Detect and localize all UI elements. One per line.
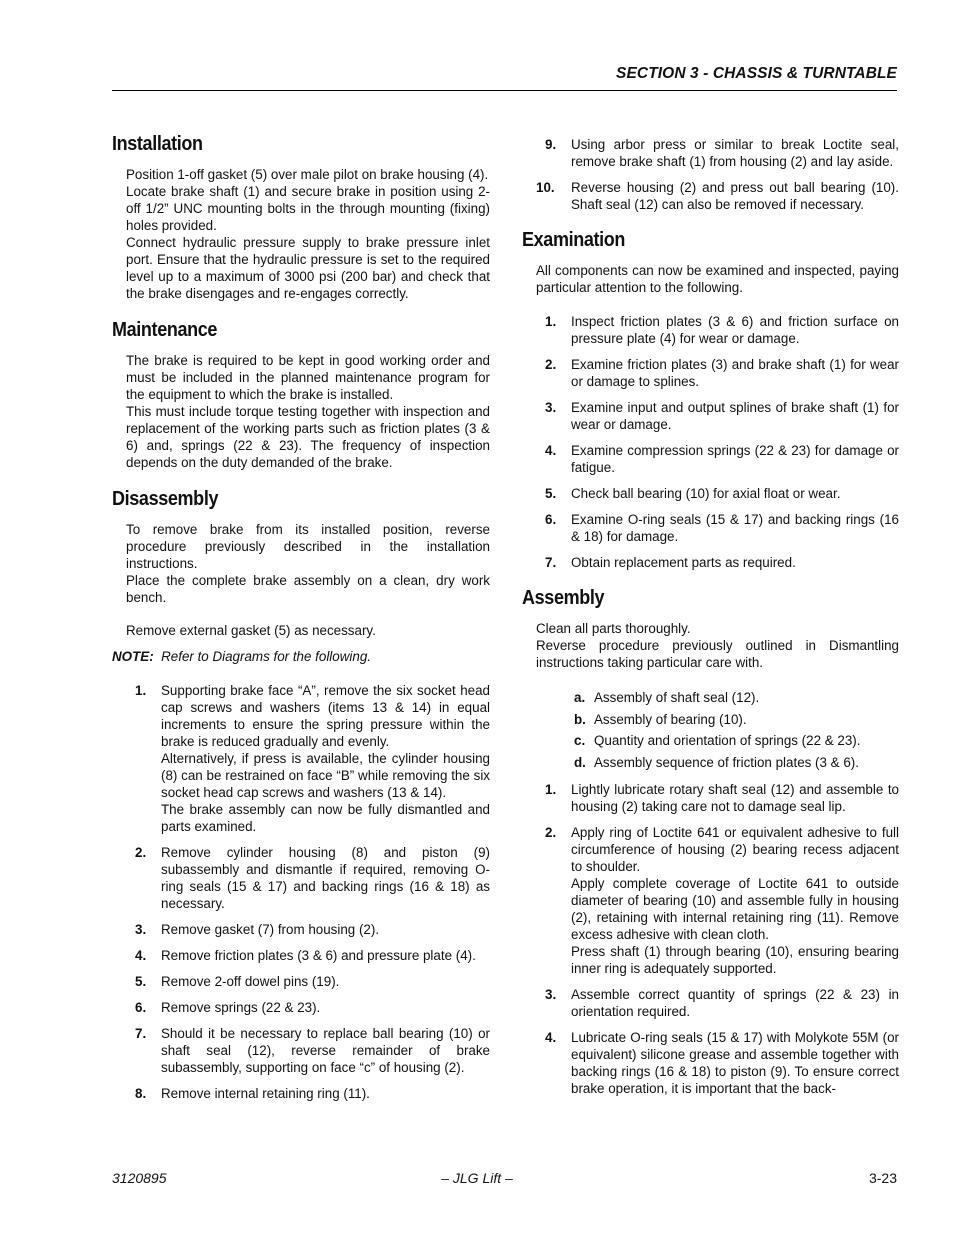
- step-text: Check ball bearing (10) for axial float or wear.: [571, 486, 841, 501]
- list-item: [112, 999, 490, 1016]
- examination-steps: [522, 313, 899, 571]
- step-text: Examine compression springs (22 & 23) for damage or fatigue.: [571, 443, 899, 475]
- note-text: Refer to Diagrams for the following.: [161, 649, 371, 664]
- step-number: 7.: [545, 555, 557, 570]
- paragraph: Connect hydraulic pressure supply to brake pressure inlet port. Ensure that the hydraulic pressure is set to the required level up to a maximum of 3000 psi (200 bar) and check that the brake disengages and re-engages correctly.: [126, 235, 490, 301]
- header-rule: [112, 90, 897, 91]
- step-text: Remove springs (22 & 23).: [161, 1000, 321, 1015]
- paragraph: To remove brake from its installed position, reverse procedure previously described in the installation instructions.: [126, 522, 490, 571]
- paragraph: Place the complete brake assembly on a clean, dry work bench.: [126, 573, 490, 605]
- note-label: NOTE:: [112, 649, 154, 664]
- list-item: [112, 1025, 490, 1076]
- item-letter: d.: [574, 754, 586, 770]
- step-number: 6.: [135, 1000, 147, 1015]
- step-number: 1.: [545, 781, 557, 797]
- list-item: [522, 781, 899, 815]
- paragraph: The brake is required to be kept in good working order and must be included in the planned maintenance program for the equipment to which the brake is installed.: [126, 353, 490, 402]
- list-item: [522, 511, 899, 545]
- assembly-heading: Assembly: [522, 587, 605, 609]
- step-number: 7.: [135, 1026, 147, 1041]
- step-text: Inspect friction plates (3 & 6) and friction surface on pressure plate (4) for wear or damage.: [571, 314, 899, 346]
- step-number: 2.: [135, 845, 147, 860]
- examination-heading: Examination: [522, 229, 626, 251]
- step-text: Examine input and output splines of brake shaft (1) for wear or damage.: [571, 400, 899, 432]
- step-number: 5.: [135, 974, 147, 989]
- step-number: 6.: [545, 512, 557, 527]
- step-text: Lightly lubricate rotary shaft seal (12) and assemble to housing (2) taking care not to damage seal lip.: [571, 781, 899, 814]
- list-item: [522, 399, 899, 433]
- list-item: [522, 179, 899, 213]
- item-letter: b.: [574, 711, 586, 727]
- paragraph: All components can now be examined and inspected, paying particular attention to the following.: [536, 263, 899, 295]
- list-item: [112, 844, 490, 912]
- step-number: 5.: [545, 486, 557, 501]
- document-number: 3120895: [112, 1170, 167, 1186]
- list-item: [522, 356, 899, 390]
- step-text: Lubricate O-ring seals (15 & 17) with Molykote 55M (or equivalent) silicone grease and assemble together with backing rings (16 & 18) to piston (9). To ensure correct brake operation, it is important that the back-: [571, 1029, 899, 1096]
- disassembly-steps-continued: [522, 136, 899, 213]
- step-text: Apply ring of Loctite 641 or equivalent adhesive to full circumference of housing (2) bearing recess adjacent to shoulder.: [571, 824, 899, 874]
- installation-heading: Installation: [112, 133, 203, 155]
- step-number: 1.: [135, 683, 147, 698]
- assembly-care-list: [522, 689, 899, 771]
- list-item: [112, 921, 490, 938]
- right-column: [522, 136, 899, 1106]
- step-text: Using arbor press or similar to break Loctite seal, remove brake shaft (1) from housing (2) and lay aside.: [571, 137, 899, 169]
- step-number: 3.: [545, 400, 557, 415]
- list-item: [522, 711, 899, 728]
- disassembly-steps: [112, 682, 490, 1102]
- item-text: Assembly of shaft seal (12).: [594, 690, 760, 705]
- item-letter: a.: [574, 690, 586, 705]
- page-number: 3-23: [868, 1170, 897, 1186]
- step-text: Remove cylinder housing (8) and piston (9) subassembly and dismantle if required, removing O-ring seals (15 & 17) and backing rings (16 & 18) as necessary.: [161, 845, 490, 911]
- step-number: 3.: [545, 986, 557, 1002]
- step-text: Examine friction plates (3) and brake shaft (1) for wear or damage to splines.: [571, 357, 899, 389]
- paragraph: Locate brake shaft (1) and secure brake in position using 2-off 1/2” UNC mounting bolts in the through mounting (fixing) holes provided.: [126, 184, 490, 233]
- step-text: Supporting brake face “A”, remove the six socket head cap screws and washers (items 13 & 14) in equal increments to ensure the spring pressure within the brake is reduced gradually and evenly.: [161, 683, 490, 749]
- list-item: [522, 754, 899, 771]
- item-text: Assembly sequence of friction plates (3 & 6).: [594, 754, 859, 770]
- item-letter: c.: [574, 733, 586, 748]
- paragraph: Clean all parts thoroughly.: [536, 621, 691, 636]
- maintenance-heading: Maintenance: [112, 319, 218, 341]
- list-item: [522, 689, 899, 706]
- list-item: [522, 986, 899, 1020]
- list-item: [522, 136, 899, 170]
- left-column: [112, 132, 490, 1111]
- step-text: Remove internal retaining ring (11).: [161, 1086, 370, 1101]
- footer-brand: – JLG Lift –: [441, 1170, 513, 1186]
- step-number: 1.: [545, 314, 557, 329]
- step-text: Remove gasket (7) from housing (2).: [161, 922, 380, 937]
- list-item: [522, 313, 899, 347]
- item-text: Quantity and orientation of springs (22 & 23).: [594, 733, 861, 748]
- paragraph: Remove external gasket (5) as necessary.: [126, 623, 376, 638]
- page-header-title: SECTION 3 - CHASSIS & TURNTABLE: [616, 65, 897, 82]
- list-item: [522, 1029, 899, 1097]
- step-text: Assemble correct quantity of springs (22 & 23) in orientation required.: [571, 986, 899, 1019]
- step-text: Reverse housing (2) and press out ball bearing (10). Shaft seal (12) can also be removed if necessary.: [571, 180, 899, 212]
- list-item: [522, 485, 899, 502]
- paragraph: Position 1-off gasket (5) over male pilot on brake housing (4).: [126, 167, 489, 182]
- step-text: Remove 2-off dowel pins (19).: [161, 974, 340, 989]
- step-number: 4.: [545, 443, 557, 458]
- note: [112, 648, 490, 665]
- step-number: 9.: [545, 137, 557, 152]
- step-text-more: The brake assembly can now be fully dismantled and parts examined.: [161, 802, 490, 834]
- step-text: Obtain replacement parts as required.: [571, 555, 796, 570]
- step-number: 4.: [545, 1029, 557, 1045]
- list-item: [112, 947, 490, 964]
- list-item: [522, 554, 899, 571]
- step-text-more: Press shaft (1) through bearing (10), ensuring bearing inner ring is adequately supported.: [571, 943, 899, 976]
- step-text: Examine O-ring seals (15 & 17) and backing rings (16 & 18) for damage.: [571, 512, 899, 544]
- step-text: Remove friction plates (3 & 6) and pressure plate (4).: [161, 948, 476, 963]
- paragraph: This must include torque testing together with inspection and replacement of the working parts such as friction plates (3 & 6) and, springs (22 & 23). The frequency of inspection depends on the duty demanded of the brake.: [126, 404, 490, 470]
- step-number: 3.: [135, 922, 147, 937]
- step-number: 4.: [135, 948, 147, 963]
- step-text-more: Apply complete coverage of Loctite 641 to outside diameter of bearing (10) and assemble fully in housing (2), retaining with internal retaining ring (11). Remove excess adhesive with clean cloth.: [571, 875, 899, 942]
- assembly-steps: [522, 781, 899, 1097]
- list-item: [522, 442, 899, 476]
- step-number: 2.: [545, 824, 557, 840]
- step-text: Should it be necessary to replace ball bearing (10) or shaft seal (12), reverse remainder of brake subassembly, supporting on face “c” of housing (2).: [161, 1026, 490, 1075]
- step-number: 8.: [135, 1086, 147, 1101]
- step-number: 10.: [536, 180, 555, 195]
- list-item: [112, 973, 490, 990]
- list-item: [112, 682, 490, 835]
- list-item: [522, 824, 899, 977]
- list-item: [522, 732, 899, 749]
- step-number: 2.: [545, 357, 557, 372]
- disassembly-heading: Disassembly: [112, 488, 219, 510]
- item-text: Assembly of bearing (10).: [594, 711, 747, 727]
- paragraph: Reverse procedure previously outlined in Dismantling instructions taking particular care with.: [536, 638, 899, 670]
- list-item: [112, 1085, 490, 1102]
- step-text-more: Alternatively, if press is available, the cylinder housing (8) can be restrained on face “B” while removing the six socket head cap screws and washers (13 & 14).: [161, 751, 490, 800]
